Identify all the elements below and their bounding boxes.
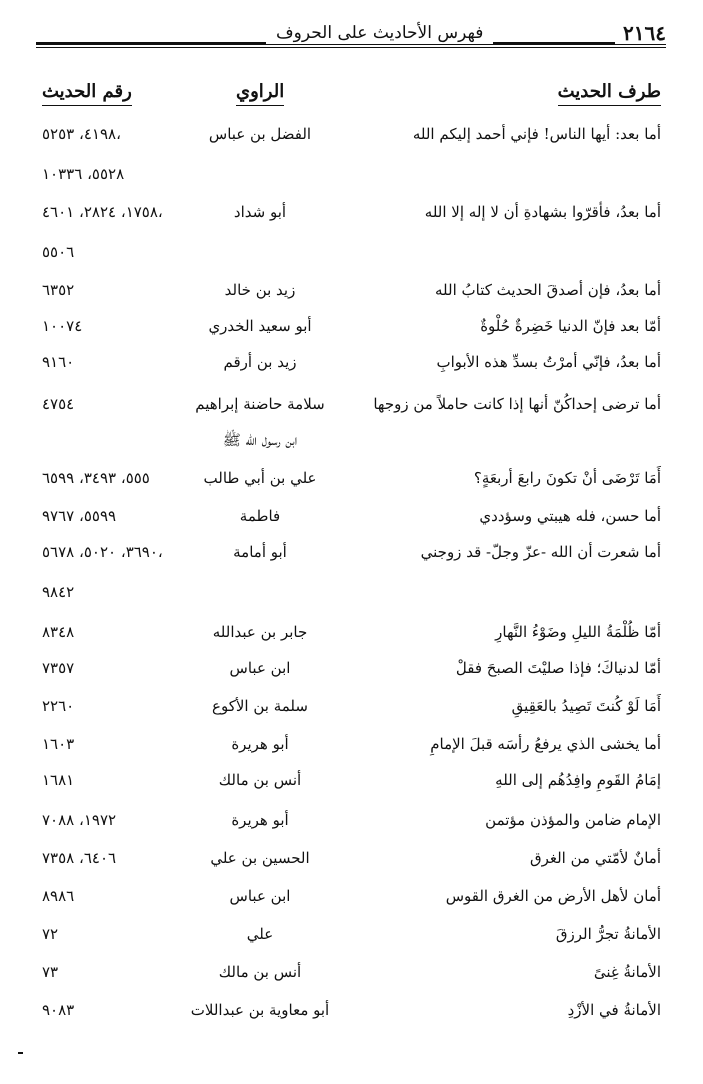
- hadith-text: أما ترضى إحداكُنّ أنها إذا كانت حاملاً من زوجها: [373, 395, 661, 413]
- hadith-text: أمان لأهل الأرض من الغرق القوس: [445, 887, 661, 905]
- hadith-number: ٦٣٥٢: [42, 281, 75, 299]
- narrator: ابن عباس: [229, 887, 291, 905]
- header-rule-thin: [36, 47, 666, 48]
- narrator: سلامة حاضنة إبراهيم: [195, 395, 325, 413]
- page-header: [36, 22, 666, 52]
- narrator: أبو شداد: [233, 203, 287, 221]
- hadith-number: ١٦٠٣: [42, 735, 75, 753]
- hadith-number: ١٧٥٨، ٢٨٢٤، ٤٦٠١،: [42, 203, 163, 221]
- table-row: [0, 920, 703, 948]
- table-row: [0, 618, 703, 646]
- table-row: [0, 160, 703, 188]
- hadith-text: الإمام ضامن والمؤذن مؤتمن: [485, 811, 661, 829]
- hadith-number: ٩١٦٠: [42, 353, 75, 371]
- hadith-text: أما شعرت أن الله -عزّ وجلّ- قد زوجني: [420, 543, 661, 561]
- narrator: ابن رسول الله ﷺ: [222, 431, 298, 449]
- column-header-number: رقم الحديث: [42, 80, 132, 106]
- narrator: أبو معاوية بن عبداللات: [190, 1001, 330, 1019]
- narrator: أبو هريرة: [231, 735, 289, 753]
- hadith-number: ٨٩٨٦: [42, 887, 75, 905]
- hadith-number: ٥٥٠٦: [42, 243, 75, 261]
- hadith-number: ٧٢: [42, 925, 59, 943]
- narrator: زيد بن خالد: [224, 281, 296, 299]
- hadith-number: ٩٠٨٣: [42, 1001, 75, 1019]
- hadith-number: ٣٦٩٠، ٥٠٢٠، ٥٦٧٨،: [42, 543, 163, 561]
- page-title: فهرس الأحاديث على الحروف: [266, 22, 493, 44]
- narrator: أنس بن مالك: [218, 963, 302, 981]
- hadith-text: أمّا بعد فإنّ الدنيا خَضِرةٌ حُلْوةٌ: [480, 317, 661, 335]
- hadith-text: أما حسن، فله هيبتي وسؤددي: [479, 507, 661, 525]
- narrator: علي: [246, 925, 274, 943]
- hadith-text: الأمانةُ تجرُّ الرزقَ: [555, 925, 661, 943]
- narrator: ابن عباس: [229, 659, 291, 677]
- table-row: [0, 996, 703, 1024]
- table-row: [0, 844, 703, 872]
- hadith-text: أمّا ظُلْمَةُ الليلِ وضَوْءُ النَّهارِ: [495, 623, 661, 641]
- table-row: [0, 538, 703, 566]
- table-row: [0, 882, 703, 910]
- hadith-number: ٧٣: [42, 963, 59, 981]
- narrator: زيد بن أرقم: [223, 353, 297, 371]
- footer-mark: [18, 1052, 23, 1054]
- table-row: [0, 464, 703, 492]
- hadith-number: ٥٥٢٨، ١٠٣٣٦: [42, 165, 125, 183]
- hadith-text: الأمانةُ في الأزْدِ: [567, 1001, 661, 1019]
- table-row: [0, 198, 703, 226]
- hadith-text: أمانٌ لأمّتي من الغرق: [529, 849, 661, 867]
- table-row: [0, 276, 703, 304]
- hadith-number: ٤٧٥٤: [42, 395, 75, 413]
- hadith-number: ٧٣٥٧: [42, 659, 75, 677]
- hadith-text: أما بعدُ، فإن أصدقَ الحديث كتابُ الله: [435, 281, 661, 299]
- narrator: سلمة بن الأكوع: [212, 697, 308, 715]
- narrator: الفضل بن عباس: [208, 125, 312, 143]
- narrator: أبو هريرة: [231, 811, 289, 829]
- hadith-number: ١٩٧٢، ٧٠٨٨: [42, 811, 117, 829]
- narrator: علي بن أبي طالب: [203, 469, 317, 487]
- narrator: جابر بن عبدالله: [212, 623, 308, 641]
- hadith-text: أما بعدُ، فأقرّوا بشهادةِ أن لا إله إلا الله: [424, 203, 661, 221]
- hadith-text: الأمانةُ غِنىً: [593, 963, 661, 981]
- table-row: [0, 766, 703, 794]
- hadith-number: ٨٣٤٨: [42, 623, 75, 641]
- table-row: [0, 730, 703, 758]
- narrator: أبو سعيد الخدري: [208, 317, 312, 335]
- narrator: أبو أمامة: [233, 543, 287, 561]
- hadith-text: أما بعد: أيها الناس! فإني أحمد إليكم الله: [412, 125, 661, 143]
- table-row: [0, 806, 703, 834]
- table-row: [0, 958, 703, 986]
- table-row: [0, 692, 703, 720]
- hadith-text: أمّا لدنياكَ؛ فإذا صليْتَ الصبحَ فقلْ: [455, 659, 661, 677]
- narrator: الحسين بن علي: [210, 849, 310, 867]
- hadith-text: أما بعدُ، فإنّي أمرْتُ بسدِّ هذه الأبوابِ: [436, 353, 661, 371]
- table-row: [0, 238, 703, 266]
- hadith-number: ١٦٨١: [42, 771, 75, 789]
- narrator: أنس بن مالك: [218, 771, 302, 789]
- hadith-number: ٥٥٩٩، ٩٧٦٧: [42, 507, 117, 525]
- table-row: [0, 654, 703, 682]
- hadith-number: ١٠٠٧٤: [42, 317, 83, 335]
- hadith-text: أما يخشى الذي يرفعُ رأسَه قبلَ الإمامِ: [430, 735, 661, 753]
- hadith-number: ٢٢٦٠: [42, 697, 75, 715]
- hadith-number: ٤١٩٨، ٥٢٥٣،: [42, 125, 121, 143]
- hadith-number: ٥٥٥، ٣٤٩٣، ٦٥٩٩: [42, 469, 150, 487]
- table-row: [0, 390, 703, 418]
- table-row: [0, 120, 703, 148]
- table-row: [0, 502, 703, 530]
- table-row: [0, 312, 703, 340]
- hadith-text: أَمَا لَوْ كُنتَ تَصِيدُ بالعَقِيقِ: [511, 697, 661, 715]
- column-header-narrator: الراوي: [236, 80, 284, 106]
- table-row: [0, 578, 703, 606]
- page-number: ٢١٦٤: [615, 22, 666, 44]
- narrator: فاطمة: [239, 507, 281, 525]
- hadith-number: ٩٨٤٢: [42, 583, 75, 601]
- column-header-hadith: طرف الحديث: [558, 80, 661, 106]
- table-row: [0, 426, 703, 454]
- hadith-text: إمَامُ القَومِ وافِدُهُم إلى اللهِ: [495, 771, 661, 789]
- hadith-text: أَمَا تَرْضَى أنْ تكونَ رابعَ أربعَةٍ؟: [473, 469, 661, 487]
- table-row: [0, 348, 703, 376]
- hadith-number: ٦٤٠٦، ٧٣٥٨: [42, 849, 117, 867]
